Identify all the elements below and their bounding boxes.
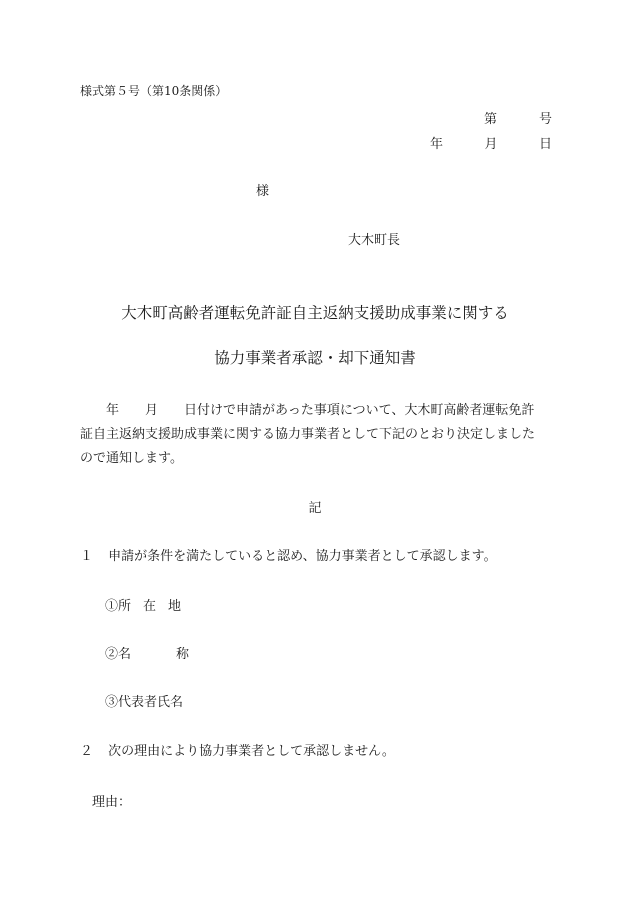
date-day-label: 日: [538, 137, 552, 152]
date-month-label: 月: [484, 137, 498, 152]
form-number: 様式第５号（第10条関係）: [80, 84, 228, 98]
notice-body-line-1: 年 月 日付けで申請があった事項について、大木町高齢者運転免許: [80, 403, 535, 418]
ki-heading: 記: [308, 501, 322, 516]
date-year-label: 年: [430, 137, 444, 152]
document-title-line-2: 協力事業者承認・却下通知書: [214, 349, 416, 367]
address-label-part-1: ①所: [105, 599, 132, 614]
address-label-part-2: 在: [143, 599, 157, 614]
notice-body: [80, 399, 560, 471]
reason-label: 理由：: [92, 795, 132, 810]
approval-item: [80, 545, 497, 564]
document-title-line-1: 大木町高齢者運転免許証自主返納支援助成事業に関する: [121, 304, 509, 322]
approval-item-text: 申請が条件を満たしていると認め、協力事業者として承認します。: [108, 549, 497, 564]
doc-number-suffix: 号: [538, 112, 552, 127]
address-label: [105, 595, 181, 614]
representative-label: ③代表者氏名: [105, 695, 184, 710]
name-label-part-1: ②名: [105, 647, 132, 662]
addressee-suffix: 様: [256, 184, 270, 199]
notice-body-line-2: 証自主返納支援助成事業に関する協力事業者として下記のとおり決定しました: [80, 427, 536, 442]
doc-number-prefix: 第: [484, 112, 498, 127]
rejection-item: [80, 740, 395, 759]
name-label-part-2: 称: [176, 647, 190, 662]
approval-item-number: １: [80, 549, 94, 564]
document-number-row: [484, 108, 552, 127]
rejection-item-number: ２: [80, 744, 94, 759]
sender-name: 大木町長: [348, 233, 401, 248]
notice-body-line-3: ので通知します。: [80, 451, 183, 466]
rejection-item-text: 次の理由により協力事業者として承認しません。: [108, 744, 395, 759]
name-label: [105, 643, 189, 662]
address-label-part-3: 地: [168, 599, 182, 614]
date-row: [430, 133, 552, 152]
